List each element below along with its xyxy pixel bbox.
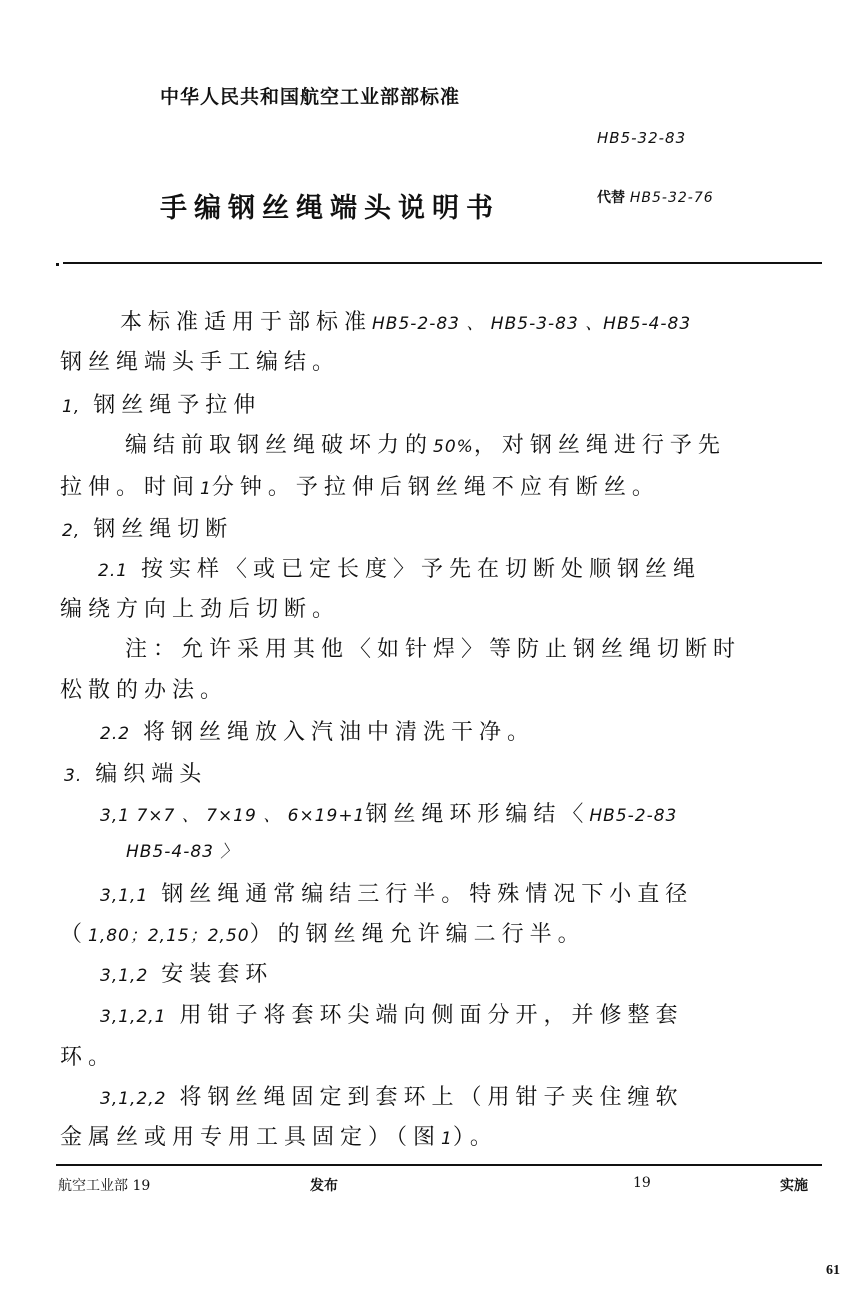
line-text: 用钳子将套环尖端向侧面分开，并修整套: [166, 1003, 684, 1028]
rule-dot: [56, 263, 59, 266]
section-num: 1,: [62, 397, 81, 417]
body-line: [100, 715, 535, 746]
footer-issued-label: 发布: [310, 1178, 338, 1194]
line-num: 50%: [433, 437, 474, 457]
line-num: 2.1: [98, 561, 129, 581]
footer-effective-label: 实施: [780, 1178, 808, 1194]
line-text: 安装套环: [148, 962, 274, 987]
body-line: [100, 957, 273, 988]
line-num: 3,1,2,2: [100, 1089, 167, 1109]
body-line: [100, 998, 683, 1029]
replaces-standard: [597, 187, 714, 207]
footer-issuer: 航空工业部 19: [58, 1178, 151, 1194]
line-text: 拉伸。时间: [60, 475, 201, 500]
line-text: 编结前取钢丝绳破坏力的: [125, 433, 434, 458]
org-title: 中华人民共和国航空工业部部标准: [160, 86, 461, 108]
page-number: 61: [826, 1263, 840, 1278]
line-text: 编绕方向上劲后切断。: [60, 597, 341, 622]
line-text: （: [60, 922, 89, 947]
line-num: 3,1,1: [100, 886, 149, 906]
section-title: 钢丝绳予拉伸: [80, 393, 262, 418]
footer-effective-year: 19: [633, 1175, 651, 1191]
section-num: 3.: [64, 766, 83, 786]
body-line: [100, 877, 693, 908]
body-line: [60, 592, 340, 623]
line-text: 钢丝绳端头手工编结。: [60, 350, 341, 375]
line-text: 将钢丝绳固定到套环上（用钳子夹住缠软: [166, 1085, 684, 1110]
line-num: 1: [200, 479, 212, 499]
line-text: 将钢丝绳放入汽油中清洗干净。: [130, 720, 536, 745]
body-line: [60, 917, 586, 948]
body-line: [120, 305, 691, 336]
body-line: [60, 1040, 116, 1071]
section-num: 2,: [62, 521, 81, 541]
line-num: HB5-2-83: [589, 806, 678, 826]
section-heading-3: [64, 757, 207, 788]
standard-number: HB5-32-83: [597, 129, 687, 147]
section-heading-2: [62, 512, 233, 543]
replaces-label: 代替: [597, 190, 625, 206]
line-text: ，对钢丝绳进行予先: [473, 433, 726, 458]
line-text: 按实样〈或已定长度〉予先在切断处顺钢丝绳: [128, 557, 702, 582]
line-text: 松散的办法。: [60, 678, 229, 703]
header-divider: [63, 262, 822, 264]
body-line: [98, 552, 701, 583]
line-text: 环。: [60, 1045, 117, 1070]
section-heading-1: [62, 388, 261, 419]
body-line: [126, 837, 238, 863]
section-title: 编织端头: [82, 762, 208, 787]
body-line: [60, 1120, 498, 1151]
line-text: 分钟。予拉伸后钢丝绳不应有断丝。: [211, 475, 660, 500]
line-text: 金属丝或用专用工具固定）（图: [60, 1125, 442, 1150]
line-num: HB5-2-83 、 HB5-3-83 、HB5-4-83: [372, 314, 692, 334]
line-num: 1: [441, 1129, 453, 1149]
line-num: HB5-4-83 〉: [126, 842, 239, 862]
body-line: [60, 673, 228, 704]
footer-divider: [56, 1164, 822, 1166]
line-num: 3,1,2,1: [100, 1007, 167, 1027]
replaces-code: HB5-32-76: [629, 190, 714, 206]
body-line: [100, 797, 677, 828]
note-line: [125, 632, 741, 663]
line-text: ）的钢丝绳允许编二行半。: [249, 922, 586, 947]
line-num: 3,1 7×7 、 7×19 、 6×19+1: [100, 806, 366, 826]
line-text: 钢丝绳环形编结〈: [365, 802, 590, 827]
line-text: ）。: [452, 1125, 498, 1150]
line-text: 注：允许采用其他〈如针焊〉等防止钢丝绳切断时: [125, 637, 742, 662]
line-num: 1,80；2,15；2,50: [88, 926, 250, 946]
body-line: [125, 428, 726, 459]
body-line: [100, 1080, 683, 1111]
document-title: 手编钢丝绳端头说明书: [160, 193, 500, 224]
line-text: 钢丝绳通常编结三行半。特殊情况下小直径: [148, 882, 694, 907]
body-line: [60, 345, 340, 376]
body-line: [60, 470, 660, 501]
section-title: 钢丝绳切断: [80, 517, 234, 542]
line-num: 3,1,2: [100, 966, 149, 986]
line-text: 本标准适用于部标准: [120, 310, 373, 335]
line-num: 2.2: [100, 724, 131, 744]
